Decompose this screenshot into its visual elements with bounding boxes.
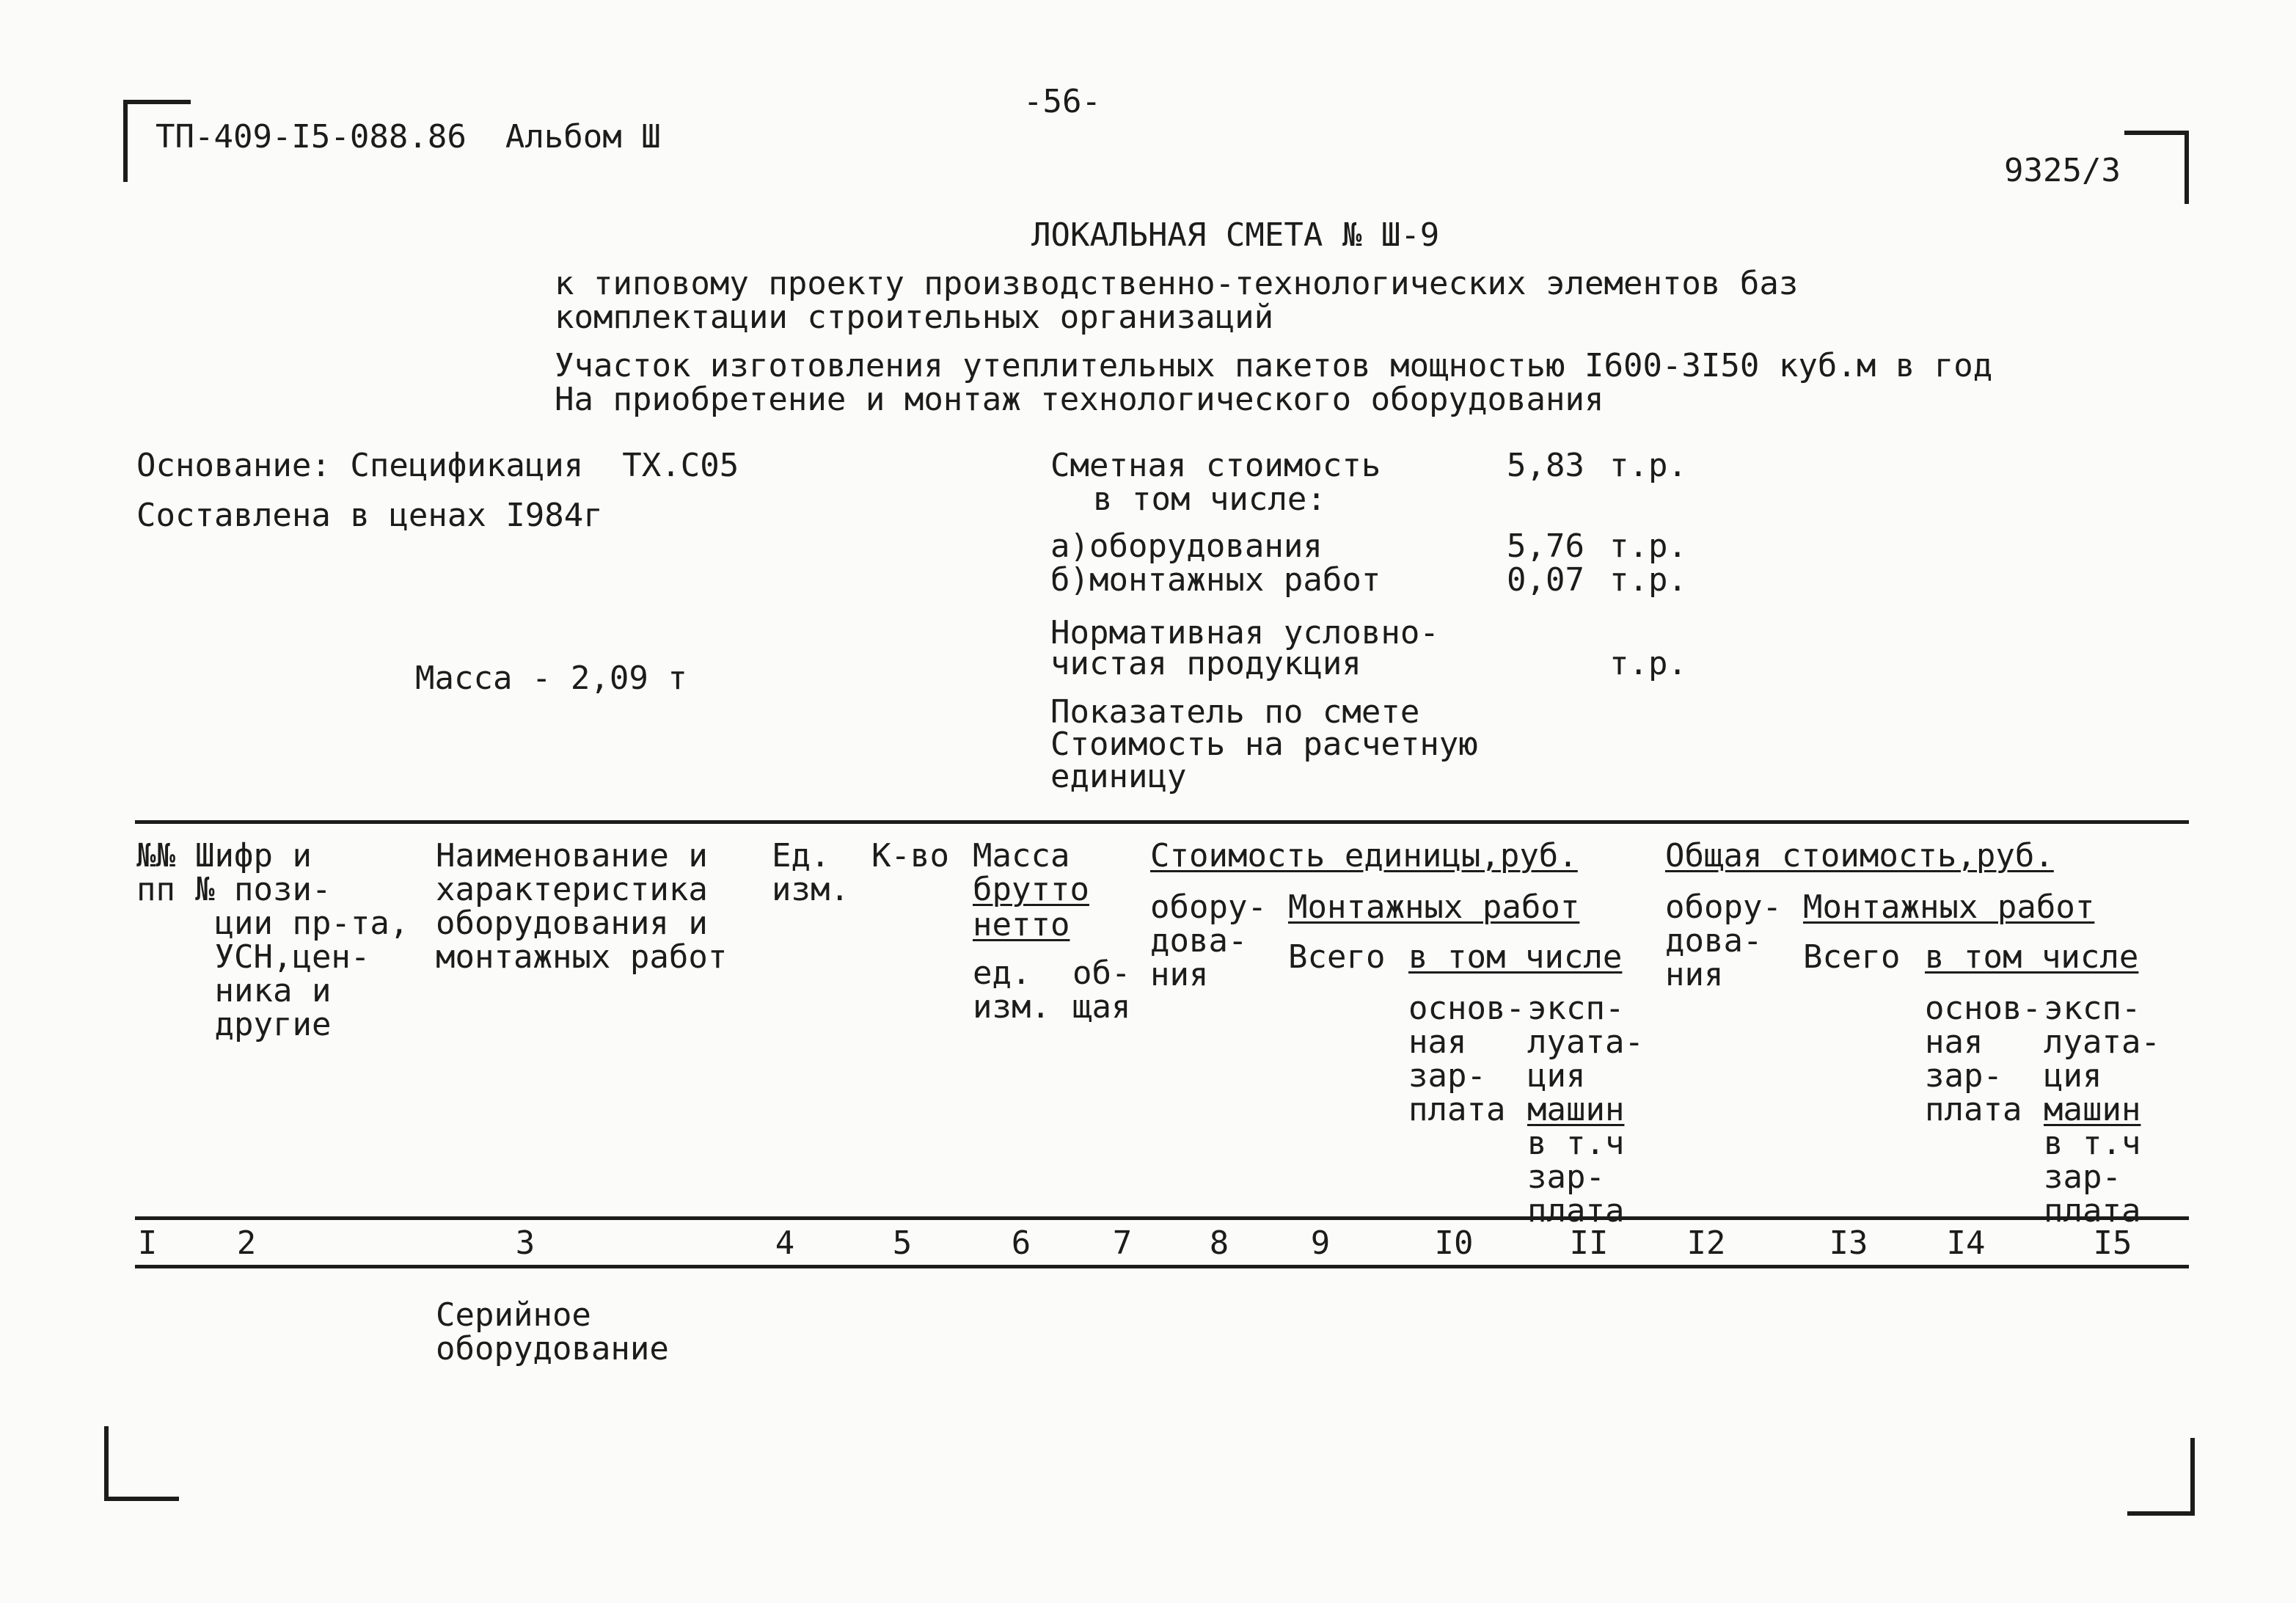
basis-prices: Составлена в ценах I984г (136, 497, 603, 534)
equipment-label: а)оборудования (1050, 527, 1323, 565)
col-header-unit-machines: машин (1527, 1091, 1625, 1128)
col-number: 3 (515, 1224, 535, 1262)
col-number: 2 (236, 1224, 257, 1262)
title-line-3: Участок изготовления утеплительных пакетов мощностью I600-3I50 куб.м в год (555, 347, 1993, 384)
normative-label-1: Нормативная условно- (1050, 614, 1439, 651)
col-header-quantity: К-во (871, 837, 949, 874)
col-header-unit-equip: обору- дова- ния (1150, 888, 1267, 993)
document-number: 9325/3 (2004, 152, 2121, 189)
col-header-unit-incl-wage: в т.ч зар- плата (1527, 1125, 1625, 1230)
equipment-value: 5,76 (1507, 527, 1584, 565)
col-number: 8 (1209, 1224, 1229, 1262)
col-header-unit: Ед. изм. (772, 837, 849, 908)
col-number: 6 (1011, 1224, 1031, 1262)
col-header-unit-incl: в том числе (1408, 938, 1623, 976)
corner-mark-top-right-h (2124, 131, 2189, 135)
col-header-mass-unit: ед. изм. (973, 954, 1050, 1026)
table-top-rule (135, 820, 2189, 824)
col-number: I5 (2093, 1224, 2132, 1262)
col-header-mass: Масса (973, 837, 1070, 874)
col-header-mass-total: об- щая (1072, 954, 1131, 1026)
col-number: I (137, 1224, 158, 1262)
indicator-label-1: Показатель по смете (1050, 693, 1420, 731)
col-header-unit-basic-wage: основ- ная зар- плата (1408, 990, 1525, 1128)
col-header-mass-brutto: брутто (973, 871, 1089, 908)
corner-mark-bottom-left (104, 1426, 109, 1501)
col-number: I3 (1829, 1224, 1868, 1262)
corner-mark-top-right (2185, 131, 2189, 204)
col-header-total-cost: Общая стоимость,руб. (1665, 837, 2054, 874)
estimated-cost-unit: т.р. (1609, 447, 1687, 484)
col-header-total-machine-op: эксп- луата- ция (2044, 990, 2160, 1095)
corner-mark-bottom-right (2190, 1438, 2195, 1516)
col-header-code: Шифр и № пози- ции пр-та, УСН,цен- ника и другие (195, 837, 409, 1043)
col-header-total-basic-wage: основ- ная зар- плата (1925, 990, 2041, 1128)
col-header-mass-netto: нетто (973, 906, 1070, 943)
indicator-label-2: Стоимость на расчетную (1050, 726, 1478, 763)
corner-mark-bottom-left-h (104, 1497, 179, 1501)
project-code: ТП-409-I5-088.86 Альбом Ш (156, 118, 661, 156)
col-header-total-incl-wage: в т.ч зар- плата (2044, 1125, 2141, 1230)
numbers-bottom-rule (135, 1265, 2189, 1268)
col-number: 7 (1112, 1224, 1133, 1262)
col-header-unit-machine-op: эксп- луата- ция (1527, 990, 1644, 1095)
title-line-2: комплектации строительных организаций (555, 299, 1274, 336)
col-header-total-incl: в том числе (1925, 938, 2139, 976)
header-bottom-rule (135, 1216, 2189, 1220)
page-number: -56- (1023, 83, 1101, 120)
title-line-1: к типовому проекту производственно-технологических элементов баз (555, 265, 1799, 302)
section-serial-equipment: Серийное оборудование (436, 1296, 669, 1368)
indicator-label-3: единицу (1050, 758, 1187, 795)
normative-unit: т.р. (1609, 645, 1687, 682)
col-header-unit-cost: Стоимость единицы,руб. (1150, 837, 1578, 874)
col-number: 9 (1310, 1224, 1331, 1262)
corner-mark-bottom-right-h (2127, 1511, 2195, 1516)
col-header-unit-total: Всего (1288, 938, 1386, 976)
corner-mark-top-left (123, 100, 128, 182)
col-header-total-total: Всего (1803, 938, 1901, 976)
mounting-value: 0,07 (1507, 561, 1584, 599)
mounting-label: б)монтажных работ (1050, 561, 1381, 599)
mounting-unit: т.р. (1609, 561, 1687, 599)
col-number: 5 (892, 1224, 913, 1262)
estimated-cost-label: Сметная стоимость (1050, 447, 1381, 484)
col-header-name: Наименование и характеристика оборудования и монтажных работ (436, 837, 728, 976)
estimate-title: ЛОКАЛЬНАЯ СМЕТА № Ш-9 (1031, 216, 1440, 254)
estimated-cost-value: 5,83 (1507, 447, 1584, 484)
mass-total: Масса - 2,09 т (415, 660, 687, 697)
including-label: в том числе: (1093, 481, 1326, 518)
col-number: I4 (1946, 1224, 1986, 1262)
col-number: I0 (1434, 1224, 1474, 1262)
col-number: 4 (775, 1224, 795, 1262)
col-number: II (1569, 1224, 1609, 1262)
equipment-unit: т.р. (1609, 527, 1687, 565)
basis-spec: Основание: Спецификация ТХ.С05 (136, 447, 739, 484)
corner-mark-top-left-h (123, 100, 191, 104)
col-header-total-mount: Монтажных работ (1803, 888, 2095, 926)
col-header-number: №№ пп (136, 837, 175, 908)
col-header-total-machines: машин (2044, 1091, 2141, 1128)
col-header-total-equip: обору- дова- ния (1665, 888, 1782, 993)
col-number: I2 (1686, 1224, 1726, 1262)
normative-label-2: чистая продукция (1050, 645, 1361, 682)
title-line-4: На приобретение и монтаж технологического оборудования (555, 381, 1604, 418)
col-header-unit-mount: Монтажных работ (1288, 888, 1580, 926)
